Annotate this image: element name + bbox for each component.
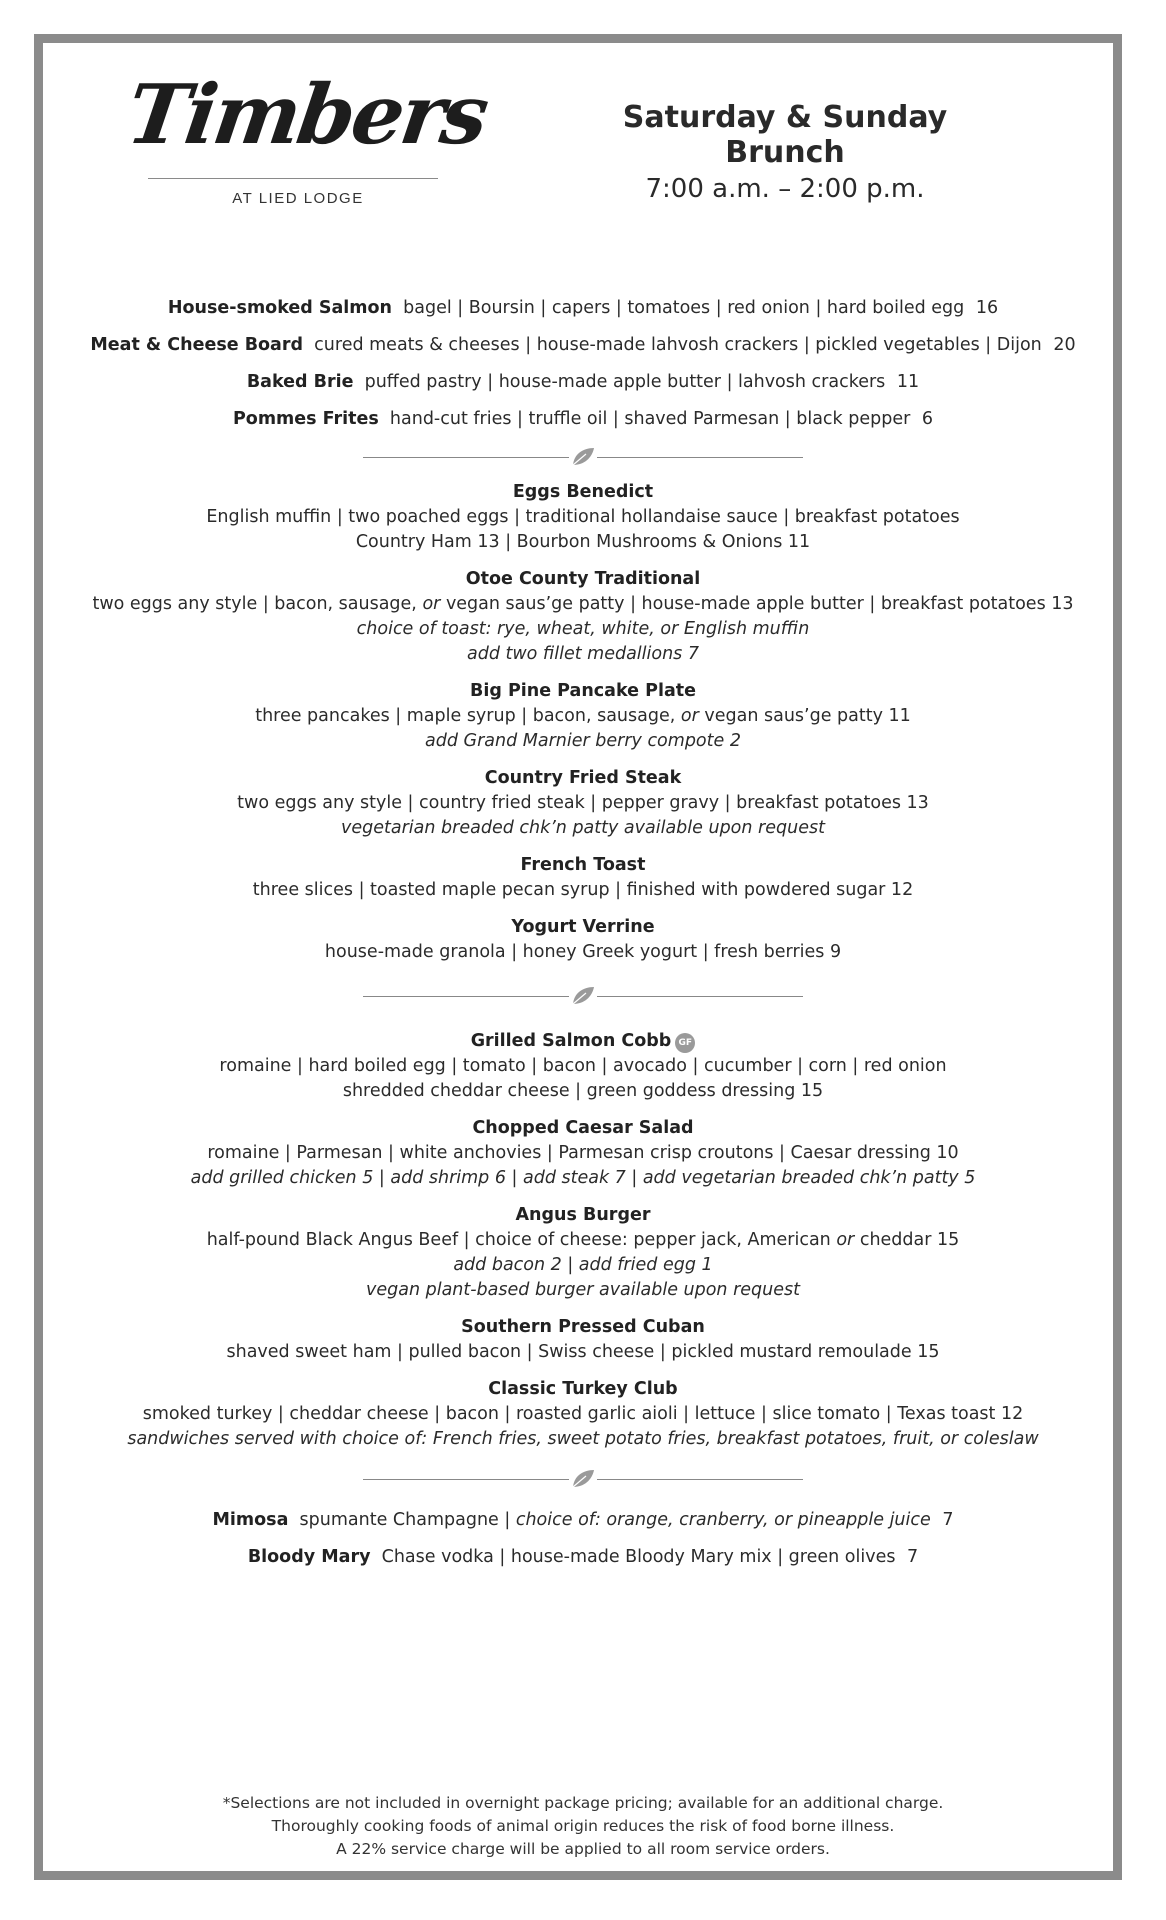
item-desc: English muffin | two poached eggs | traditional hollandaise sauce | breakfast potatoes [206,507,960,527]
item-desc: spumante Champagne | [299,1510,511,1530]
item-options: Country Ham 13 | Bourbon Mushrooms & Onions 11 [355,532,811,552]
item-price: 20 [1053,335,1076,355]
leaf-icon [570,446,596,468]
menu-item-yogurt [60,915,1106,965]
item-note: vegetarian breaded chk’n patty available upon request [341,818,825,838]
logo-rule [148,178,438,179]
item-note: choice of toast: rye, wheat, white, or English muffin [356,619,810,639]
item-title: Otoe County Traditional [465,569,701,589]
gluten-free-badge: GF [675,1033,695,1053]
item-name: Mimosa [212,1510,289,1530]
menu-footer [60,1792,1106,1861]
item-title: Yogurt Verrine [511,917,655,937]
item-price: 7 [907,1547,919,1567]
item-addon: add Grand Marnier berry compote 2 [425,731,741,751]
menu-item-bloody-mary [60,1539,1106,1576]
menu-item-salmon [60,290,1106,327]
menu-hours: 7:00 a.m. – 2:00 p.m. [645,174,925,204]
menu-item-cobb [60,1029,1106,1104]
menu-item-eggs-benedict [60,480,1106,555]
item-desc: romaine | Parmesan | white anchovies | Parmesan crisp croutons | Caesar dressing 10 [207,1143,959,1163]
menu-item-french-toast [60,853,1106,903]
item-desc: shaved sweet ham | pulled bacon | Swiss cheese | pickled mustard remoulade 15 [226,1342,940,1362]
item-price: 11 [896,372,920,392]
item-title: Southern Pressed Cuban [461,1317,705,1337]
item-addon: add bacon 2 | add fried egg 1 [453,1255,713,1275]
logo-subtitle: AT LIED LODGE [232,190,364,207]
footer-line: Thoroughly cooking foods of animal origin reduces the risk of food borne illness. [271,1817,895,1835]
menu-item-mimosa [60,1502,1106,1539]
item-addon: add grilled chicken 5 | add shrimp 6 | add steak 7 | add vegetarian breaded chk’n patty 5 [190,1168,976,1188]
item-price: 7 [942,1510,954,1530]
item-name: Bloody Mary [247,1547,371,1567]
item-price: 6 [921,409,934,429]
item-title: Grilled Salmon Cobb GF [60,1029,1106,1054]
menu-content [60,290,1106,1576]
item-desc: smoked turkey | cheddar cheese | bacon | roasted garlic aioli | lettuce | slice tomato | Texas toast 12 [142,1404,1024,1424]
item-desc: three pancakes | maple syrup | bacon, sausage, or vegan saus’ge patty 11 [255,706,911,726]
item-desc: romaine | hard boiled egg | tomato | bacon | avocado | cucumber | corn | red onion [219,1056,947,1076]
menu-header [560,100,1010,204]
item-title: Country Fried Steak [484,768,682,788]
item-desc: two eggs any style | country fried steak | pepper gravy | breakfast potatoes 13 [237,793,929,813]
item-desc: Chase vodka | house-made Bloody Mary mix | green olives [381,1547,896,1567]
item-price: 16 [975,298,999,318]
item-note: sandwiches served with choice of: French fries, sweet potato fries, breakfast potatoes, fruit, or coleslaw [127,1429,1039,1449]
menu-item-frites [60,401,1106,438]
item-title: Chopped Caesar Salad [472,1118,694,1138]
item-choice: choice of: orange, cranberry, or pineapple juice [515,1510,931,1530]
item-addon: add two fillet medallions 7 [466,644,699,664]
menu-item-caesar [60,1116,1106,1191]
menu-item-country-fried [60,766,1106,841]
item-desc: house-made granola | honey Greek yogurt | fresh berries 9 [324,942,842,962]
menu-item-burger [60,1203,1106,1303]
menu-item-brie [60,364,1106,401]
item-title: French Toast [520,855,646,875]
item-title: Classic Turkey Club [488,1379,678,1399]
footer-line: A 22% service charge will be applied to all room service orders. [336,1840,830,1858]
item-desc-2: shredded cheddar cheese | green goddess dressing 15 [342,1081,824,1101]
item-name: Pommes Frites [232,409,379,429]
item-desc: three slices | toasted maple pecan syrup | finished with powdered sugar 12 [252,880,914,900]
item-note: vegan plant-based burger available upon request [365,1280,800,1300]
item-name: Meat & Cheese Board [90,335,304,355]
item-title: Eggs Benedict [512,482,654,502]
item-desc: cured meats & cheeses | house-made lahvosh crackers | pickled vegetables | Dijon [314,335,1042,355]
item-desc: two eggs any style | bacon, sausage, or vegan saus’ge patty | house-made apple butter | breakfast potatoes 13 [92,594,1074,614]
item-desc: puffed pastry | house-made apple butter | lahvosh crackers [364,372,886,392]
section-divider [363,981,803,1011]
footer-line: *Selections are not included in overnight package pricing; available for an additional charge. [222,1794,944,1812]
leaf-icon [570,1468,596,1490]
item-desc: half-pound Black Angus Beef | choice of cheese: pepper jack, American or cheddar 15 [206,1230,960,1250]
menu-item-turkey [60,1377,1106,1452]
logo [121,67,492,214]
menu-item-board [60,327,1106,364]
menu-item-otoe [60,567,1106,667]
item-name: House-smoked Salmon [167,298,392,318]
menu-title: Saturday & Sunday Brunch [622,100,948,170]
section-divider [363,1464,803,1494]
menu-item-cuban [60,1315,1106,1365]
logo-script: Timbers [121,67,492,163]
leaf-icon [570,985,596,1007]
section-divider [363,442,803,472]
menu-item-big-pine [60,679,1106,754]
item-title: Big Pine Pancake Plate [469,681,696,701]
item-title: Angus Burger [515,1205,651,1225]
item-desc: hand-cut fries | truffle oil | shaved Parmesan | black pepper [389,409,911,429]
item-name: Baked Brie [246,372,354,392]
item-desc: bagel | Boursin | capers | tomatoes | red onion | hard boiled egg [403,298,965,318]
